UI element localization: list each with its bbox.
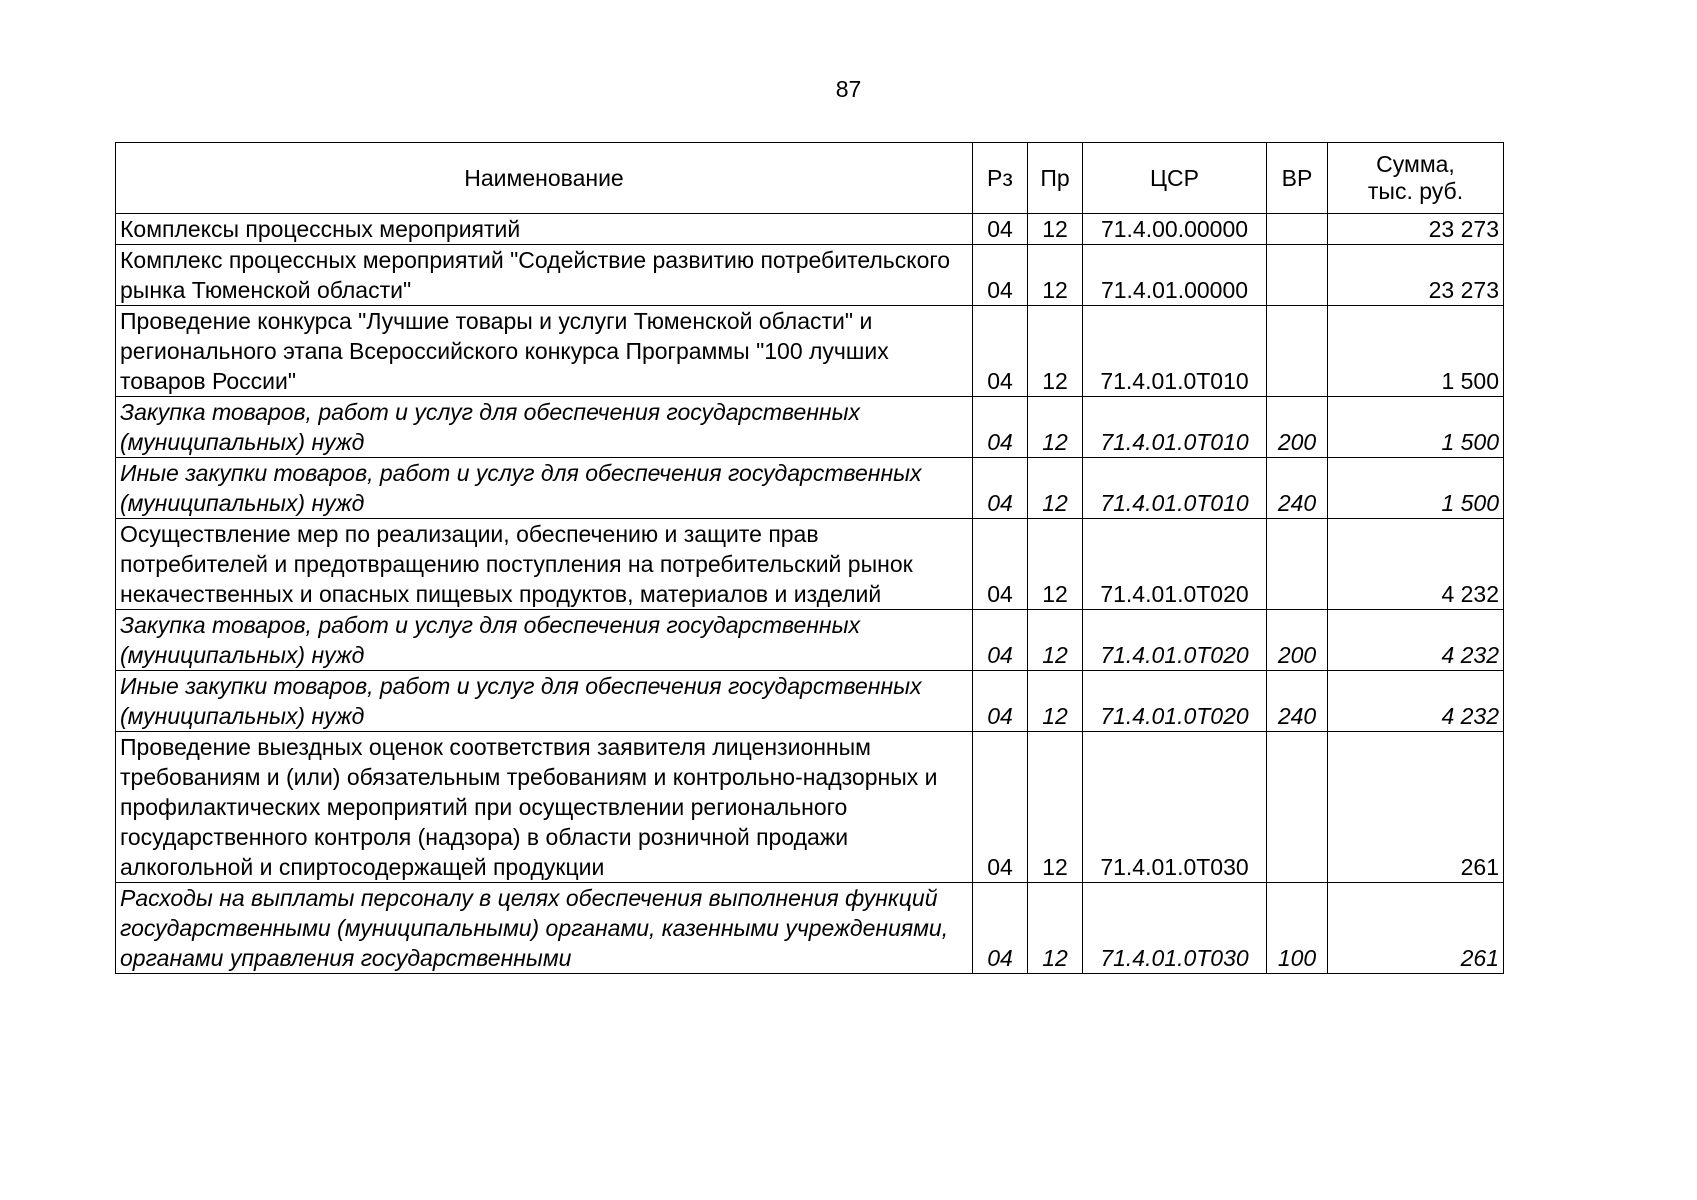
row-rz-cell: 04 [973,883,1028,974]
row-csr-cell: 71.4.01.00000 [1083,245,1267,306]
row-vr-cell [1267,214,1328,245]
row-csr-cell: 71.4.01.0Т020 [1083,519,1267,610]
row-sum-cell: 4 232 [1328,519,1504,610]
row-sum-cell: 23 273 [1328,214,1504,245]
row-vr-cell [1267,245,1328,306]
table-row [116,519,1504,610]
row-rz-cell: 04 [973,671,1028,732]
row-name-cell: Иные закупки товаров, работ и услуг для обеспечения государственных (муниципальных) нужд [116,671,973,732]
row-pr-cell: 12 [1028,610,1083,671]
row-pr-cell: 12 [1028,519,1083,610]
header-vr: ВР [1267,143,1328,214]
row-name-cell: Комплексы процессных мероприятий [116,214,973,245]
row-pr-cell: 12 [1028,883,1083,974]
row-csr-cell: 71.4.01.0Т030 [1083,732,1267,883]
row-name-cell: Осуществление мер по реализации, обеспечению и защите прав потребителей и предотвращению поступления на потребительский рынок некачественных и опасных пищевых продуктов, материалов и изделий [116,519,973,610]
table-row [116,610,1504,671]
row-sum-cell: 1 500 [1328,458,1504,519]
row-sum-cell: 4 232 [1328,610,1504,671]
row-pr-cell: 12 [1028,732,1083,883]
table-row [116,214,1504,245]
row-sum-cell: 4 232 [1328,671,1504,732]
row-vr-cell [1267,306,1328,397]
page-number: 87 [835,76,862,102]
table-row [116,883,1504,974]
row-vr-cell [1267,519,1328,610]
row-name-cell: Расходы на выплаты персоналу в целях обеспечения выполнения функций государственными (муниципальными) органами, казенными учреждениями, органами управления государственными [116,883,973,974]
row-rz-cell: 04 [973,610,1028,671]
row-rz-cell: 04 [973,397,1028,458]
header-row [116,143,1504,214]
row-sum-cell: 1 500 [1328,306,1504,397]
row-rz-cell: 04 [973,519,1028,610]
row-csr-cell: 71.4.01.0Т020 [1083,671,1267,732]
row-vr-cell: 240 [1267,458,1328,519]
row-name-cell: Комплекс процессных мероприятий "Содействие развитию потребительского рынка Тюменской области" [116,245,973,306]
row-rz-cell: 04 [973,245,1028,306]
table-row [116,458,1504,519]
table-body [116,214,1504,974]
row-name-cell: Закупка товаров, работ и услуг для обеспечения государственных (муниципальных) нужд [116,610,973,671]
row-csr-cell: 71.4.01.0Т010 [1083,397,1267,458]
header-pr: Пр [1028,143,1083,214]
row-rz-cell: 04 [973,214,1028,245]
row-pr-cell: 12 [1028,245,1083,306]
row-pr-cell: 12 [1028,214,1083,245]
row-csr-cell: 71.4.01.0Т020 [1083,610,1267,671]
budget-table [115,142,1504,974]
row-sum-cell: 261 [1328,883,1504,974]
row-sum-cell: 23 273 [1328,245,1504,306]
table-row [116,671,1504,732]
row-sum-cell: 1 500 [1328,397,1504,458]
row-name-cell: Проведение выездных оценок соответствия заявителя лицензионным требованиям и (или) обязательным требованиям и контрольно-надзорных и профилактических мероприятий при осуществлении регионального государственного контроля (надзора) в области розничной продажи алкогольной и спиртосодержащей продукции [116,732,973,883]
row-rz-cell: 04 [973,732,1028,883]
row-pr-cell: 12 [1028,671,1083,732]
row-sum-cell: 261 [1328,732,1504,883]
table-row [116,397,1504,458]
header-name: Наименование [116,143,973,214]
row-vr-cell: 100 [1267,883,1328,974]
row-vr-cell: 200 [1267,610,1328,671]
row-csr-cell: 71.4.01.0Т010 [1083,306,1267,397]
row-rz-cell: 04 [973,458,1028,519]
row-name-cell: Иные закупки товаров, работ и услуг для обеспечения государственных (муниципальных) нужд [116,458,973,519]
row-pr-cell: 12 [1028,306,1083,397]
row-vr-cell: 240 [1267,671,1328,732]
table-row [116,732,1504,883]
row-csr-cell: 71.4.01.0Т030 [1083,883,1267,974]
row-csr-cell: 71.4.01.0Т010 [1083,458,1267,519]
row-vr-cell [1267,732,1328,883]
row-name-cell: Закупка товаров, работ и услуг для обеспечения государственных (муниципальных) нужд [116,397,973,458]
header-rz: Рз [973,143,1028,214]
table-row [116,306,1504,397]
header-sum: Сумма, тыс. руб. [1328,143,1504,214]
row-pr-cell: 12 [1028,458,1083,519]
row-pr-cell: 12 [1028,397,1083,458]
row-rz-cell: 04 [973,306,1028,397]
table-row [116,245,1504,306]
header-csr: ЦСР [1083,143,1267,214]
row-name-cell: Проведение конкурса "Лучшие товары и услуги Тюменской области" и регионального этапа Всероссийского конкурса Программы "100 лучших товаров России" [116,306,973,397]
row-csr-cell: 71.4.00.00000 [1083,214,1267,245]
row-vr-cell: 200 [1267,397,1328,458]
